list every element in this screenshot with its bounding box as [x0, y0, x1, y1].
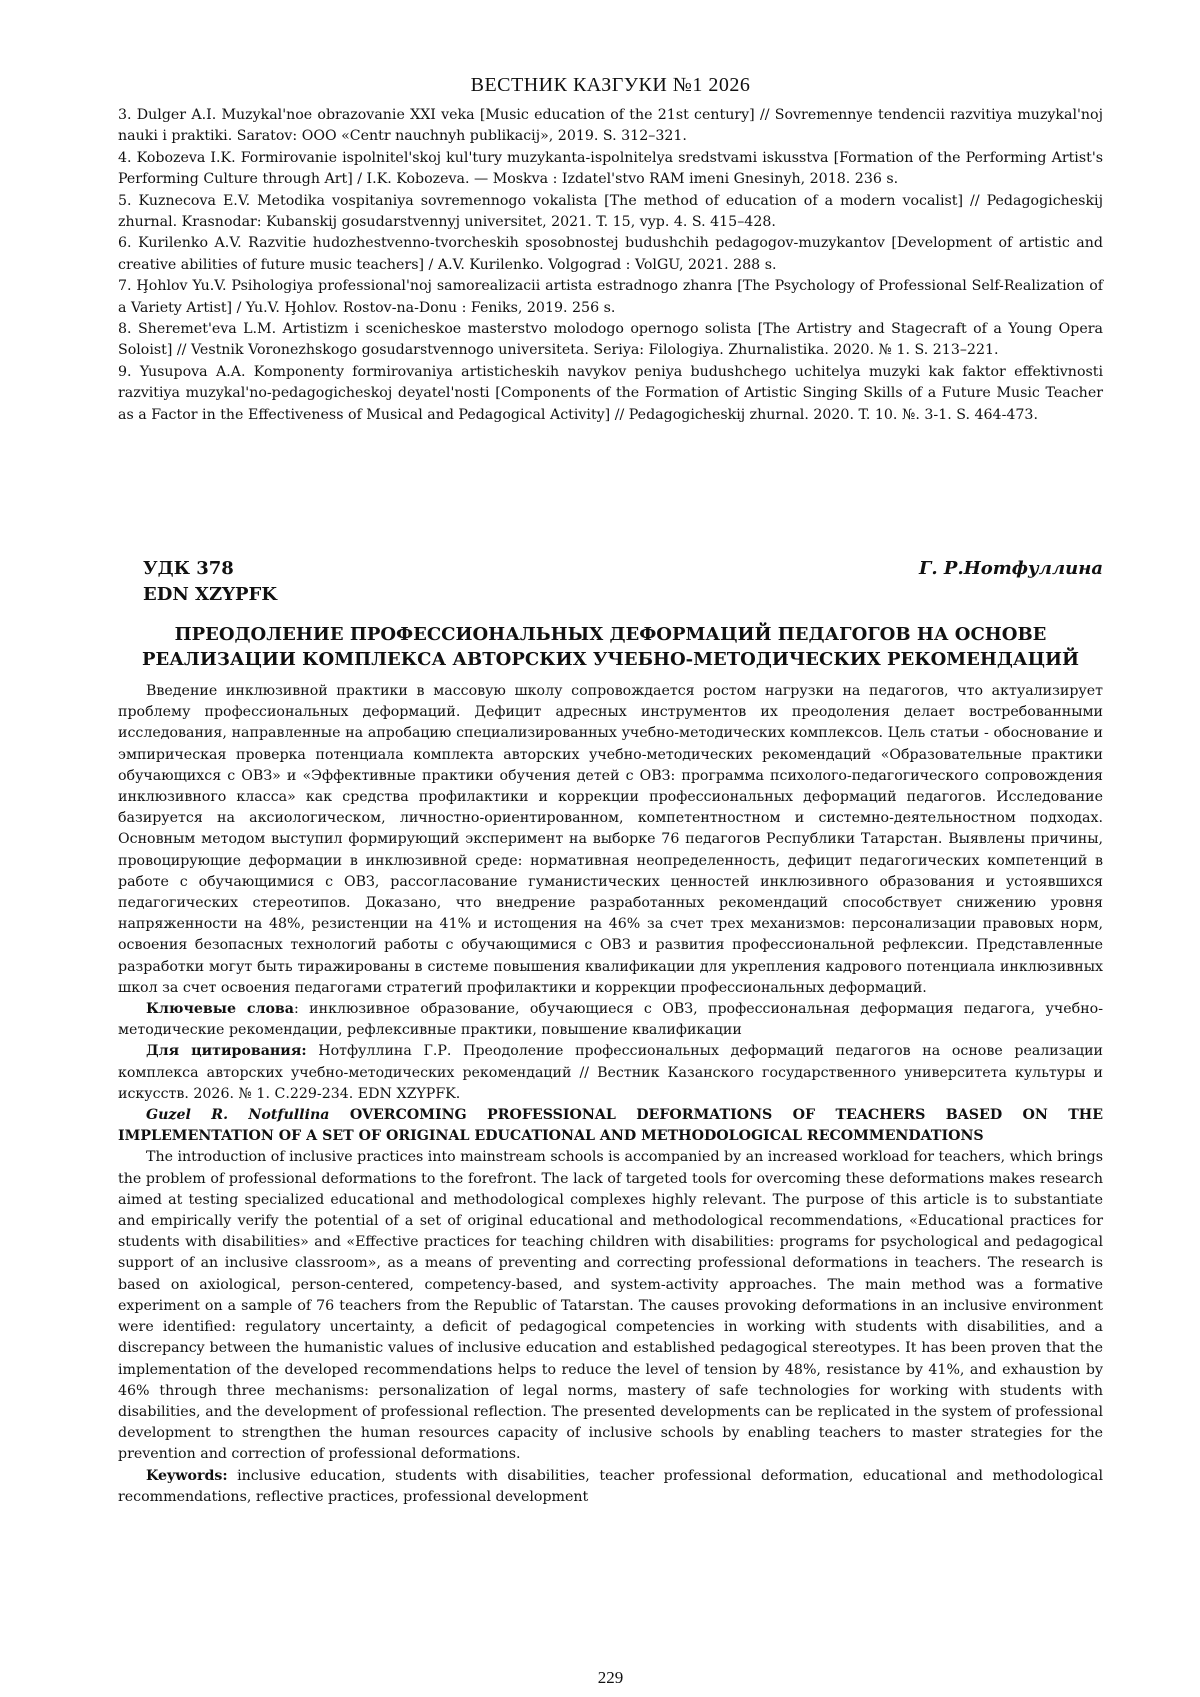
citation-text: Нотфуллина Г.Р. Преодоление профессиональных деформаций педагогов на основе реализации комплекса авторских учебно-методических рекомендаций // Вестник Казанского государственного университета культуры и искусств. 2026. № 1. С.229-234. EDN XZYPFK.: [118, 1043, 1103, 1102]
udk-code: УДК 378: [143, 558, 234, 579]
abstract-en: The introduction of inclusive practices into mainstream schools is accompanied by an increased workload for teachers, which brings the problem of professional deformations to the forefront. The lack of targeted tools for overcoming these deformations makes research aimed at testing specialized educational and methodological complexes highly relevant. The purpose of this article is to substantiate and empirically verify the potential of a set of original educational and methodological recommendations, «Educational practices for students with disabilities» and «Effective practices for teaching children with disabilities: programs for psychological and pedagogical support of an inclusive classroom», as a means of preventing and correcting professional deformations in teachers. The research is based on axiological, person-centered, competency-based, and system-activity approaches. The main method was a formative experiment on a sample of 76 teachers from the Republic of Tatarstan. The causes provoking deformations in an inclusive environment were identified: regulatory uncertainty, a deficit of pedagogical competencies in working with students with disabilities, and a discrepancy between the humanistic values of inclusive education and established pedagogical stereotypes. It has been proven that the implementation of the developed recommendations helps to reduce the level of tension by 48%, resistance by 41%, and exhaustion by 46% through three mechanisms: personalization of legal norms, mastery of safe technologies for working with students with disabilities, and the development of professional reflection. The presented developments can be replicated in the system of professional development to strengthen the human resources capacity of inclusive schools by enabling teachers to master strategies for the prevention and correction of professional deformations.: [118, 1149, 1103, 1463]
keywords-ru-text: : инклюзивное образование, обучающиеся с ОВЗ, профессиональная деформация педагога, учебно-методические рекомендации, рефлексивные практики, повышение квалификации: [118, 1001, 1103, 1039]
keywords-en-text: inclusive education, students with disabilities, teacher professional deformation, educational and methodological recommendations, reflective practices, professional development: [118, 1467, 1103, 1505]
title-line: ПРЕОДОЛЕНИЕ ПРОФЕССИОНАЛЬНЫХ ДЕФОРМАЦИЙ ПЕДАГОГОВ НА ОСНОВЕ: [174, 624, 1047, 645]
reference-item: 8. Sheremet'eva L.M. Artistizm i scenicheskoe masterstvo molodogo opernogo solista [The Artistry and Stagecraft of a Young Opera Soloist] // Vestnik Voronezhskogo gosudarstvennogo universiteta. Seriya: Filologiya. Zhurnalistika. 2020. № 1. S. 213–221.: [118, 321, 1103, 359]
journal-header: ВЕСТНИК КАЗГУКИ №1 2026: [470, 74, 751, 96]
citation-label: Для цитирования:: [146, 1043, 307, 1060]
reference-item: 9. Yusupova A.A. Komponenty formirovaniya artisticheskih navykov peniya budushchego uchitelya muzyki kak faktor effektivnosti razvitiya muzykal'no-pedagogicheskoj deyatel'nosti [Components of the Formation of Artistic Singing Skills of a Future Music Teacher as a Factor in the Effectiveness of Musical and Pedagogical Activity] // Pedagogicheskij zhurnal. 2020. T. 10. №. 3-1. S. 464-473.: [118, 363, 1103, 423]
reference-item: 3. Dulger A.I. Muzykal'noe obrazovanie XXI veka [Music education of the 21st century] // Sovremennye tendencii razvitiya muzykal'noj nauki i praktiki. Saratov: OOO «Centr nauchnyh publikacij», 2019. S. 312–321.: [118, 107, 1103, 145]
citation: [118, 1041, 1103, 1105]
reference-list: [118, 105, 1103, 426]
author-en: Guzel R. Notfullina: [146, 1107, 330, 1124]
keywords-en: [118, 1466, 1103, 1508]
keywords-ru-label: Ключевые слова: [146, 1001, 294, 1018]
page-number: 229: [597, 1668, 624, 1687]
keywords-ru: [118, 999, 1103, 1041]
reference-item: 7. Ḩohlov Yu.V. Psihologiya professional'noj samorealizacii artista estradnogo zhanra [The Psychology of Professional Self-Realization of a Variety Artist] / Yu.V. Ḩohlov. Rostov-na-Donu : Feniks, 2019. 256 s.: [118, 278, 1103, 316]
article-meta: [143, 556, 1103, 608]
title-en: OVERCOMING PROFESSIONAL DEFORMATIONS OF TEACHERS BASED ON THE IMPLEMENTATION OF A SET OF ORIGINAL EDUCATIONAL AND METHODOLOGICAL RECOMMENDATIONS: [118, 1107, 1104, 1145]
english-title: [118, 1105, 1103, 1147]
reference-item: 4. Kobozeva I.K. Formirovanie ispolnitel'skoj kul'tury muzykanta-ispolnitelya sredstvami iskusstva [Formation of the Performing Artist's Performing Culture through Art] / I.K. Kobozeva. — Moskva : Izdatel'stvo RAM imeni Gnesinyh, 2018. 236 s.: [118, 149, 1103, 188]
keywords-en-label: Keywords:: [146, 1467, 228, 1484]
page: [118, 74, 1104, 1687]
reference-item: 6. Kurilenko A.V. Razvitie hudozhestvenno-tvorcheskih sposobnostej budushchih pedagogov-muzykantov [Development of artistic and creative abilities of future music teachers] / A.V. Kurilenko. Volgograd : VolGU, 2021. 288 s.: [118, 235, 1103, 273]
edn-code: EDN XZYPFK: [143, 584, 277, 605]
abstract-ru: Введение инклюзивной практики в массовую школу сопровождается ростом нагрузки на педагогов, что актуализирует проблему профессиональных деформаций. Дефицит адресных инструментов их преодоления делает востребованными исследования, направленные на апробацию специализированных учебно-методических комплексов. Цель статьи - обоснование и эмпирическая проверка потенциала комплекта авторских учебно-методических рекомендаций «Образовательные практики обучающихся с ОВЗ» и «Эффективные практики обучения детей с ОВЗ: программа психолого-педагогического сопровождения инклюзивного класса» как средства профилактики и коррекции профессиональных деформаций педагогов. Исследование базируется на аксиологическом, личностно-ориентированном, компетентностном и системно-деятельностном подходах. Основным методом выступил формирующий эксперимент на выборке 76 педагогов Республики Татарстан. Выявлены причины, провоцирующие деформации в инклюзивной среде: нормативная неопределенность, дефицит педагогических компетенций в работе с обучающимися с ОВЗ, рассогласование гуманистических ценностей инклюзивного образования и устоявшихся педагогических стереотипов. Доказано, что внедрение разработанных рекомендаций способствует снижению уровня напряженности на 48%, резистенции на 41% и истощения на 46% за счет трех механизмов: персонализации правовых норм, освоения безопасных технологий работы с обучающимися с ОВЗ и развития профессиональной рефлексии. Представленные разработки могут быть тиражированы в системе повышения квалификации для укрепления кадрового потенциала инклюзивных школ за счет освоения педагогами стратегий профилактики и коррекции профессиональных деформаций.: [118, 683, 1103, 996]
author-name: Г. Р.Нотфуллина: [918, 558, 1103, 579]
title-line: РЕАЛИЗАЦИИ КОМПЛЕКСА АВТОРСКИХ УЧЕБНО-МЕТОДИЧЕСКИХ РЕКОМЕНДАЦИЙ: [142, 649, 1079, 670]
reference-item: 5. Kuznecova E.V. Metodika vospitaniya sovremennogo vokalista [The method of education of a modern vocalist] // Pedagogicheskij zhurnal. Krasnodar: Kubanskij gosudarstvennyj universitet, 2021. T. 15, vyp. 4. S. 415–428.: [118, 192, 1103, 231]
article-body: [118, 681, 1103, 1508]
article-title: [118, 622, 1103, 672]
